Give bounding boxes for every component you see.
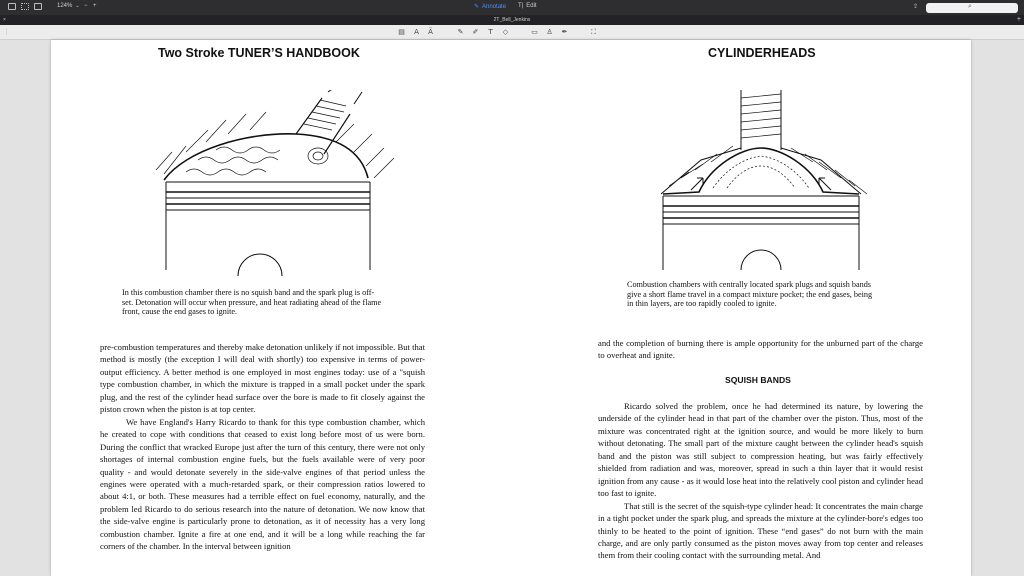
text-style-icon[interactable]: A — [414, 28, 419, 36]
shapes-icon[interactable]: ◇ — [502, 28, 509, 36]
left-paragraph: pre-combustion temperatures and thereby make detonation unlikely if not impossible. But that method is mostly (the exception I will deal with shortly) too expensive in terms of power-output efficiency. A better method is one employed in most engines today: use of a "squish type combustion chamber, in which the mixture is trapped in a small pocket under the spark plug, and the rest of the cylinder head surface over the bore is made to fit closely against the piston crown when the piston is at top center. — [100, 342, 425, 415]
edit-button[interactable] — [518, 3, 537, 9]
right-body-text-top — [598, 337, 923, 362]
right-body-text — [598, 400, 923, 562]
left-paragraph: We have England's Harry Ricardo to thank for this type combustion chamber, which he created to cope with conditions that ceased to exist long before most of us were born. During the conflict that wracked Europe just after the turn of this century, there were not only shortages of internal combustion engine fuels, but the fuels available were of very poor quality - and would detonate severely in the side-valve engines of that period unless the engines were operated with a much-retarded spark, or their compression ratios lowered to about 4:1, or both. These measures had a terrible effect on fuel economy, naturally, and the problem led Ricardo to do serious research into the nature of detonation. We now know that the side-valve engine is particularly prone to detonation, as it of necessity has a very long combustion chamber. Ignite a fire at one end, and it will be a long while reaching the far corners of the chamber. In the interval between ignition — [100, 416, 425, 552]
contact-sheet-icon[interactable] — [34, 3, 42, 10]
drag-handle-icon[interactable]: ⋮ — [3, 28, 10, 36]
left-figure-caption — [122, 288, 412, 317]
note-icon[interactable]: ▭ — [531, 28, 538, 36]
sign-icon[interactable]: ♙ — [546, 28, 553, 36]
sketch-icon[interactable]: ✎ — [457, 28, 464, 36]
left-caption-line: In this combustion chamber there is no squish band and the spark plug is off- — [122, 288, 375, 297]
document-viewer[interactable] — [0, 40, 1024, 576]
annotate-button[interactable] — [474, 3, 506, 10]
close-icon[interactable]: × — [3, 17, 6, 23]
left-body-text — [100, 341, 425, 553]
right-page-header: CYLINDERHEADS — [708, 46, 816, 60]
pdf-page-spread — [51, 40, 971, 576]
text-edit-icon: T| — [518, 3, 524, 9]
zoom-level: 124% — [57, 3, 73, 9]
zoom-in-button[interactable]: + — [93, 3, 97, 9]
text-selection-icon[interactable]: ▤ — [398, 28, 405, 36]
right-caption-line: give a short flame travel in a compact mixture pocket; the end gases, being — [627, 289, 873, 299]
highlight-text-icon[interactable]: Ä — [428, 28, 433, 36]
pen-icon: ✎ — [474, 4, 480, 10]
left-caption-line: front, cause the end gases to ignite. — [122, 307, 238, 317]
search-icon: ⌕ — [968, 3, 972, 10]
left-page-header: Two Stroke TUNER’S HANDBOOK — [158, 46, 360, 60]
sidebar-toggle-icon[interactable] — [8, 3, 16, 10]
text-box-icon[interactable]: T — [488, 28, 493, 36]
draw-icon[interactable]: ✐ — [472, 28, 479, 36]
central-plug-squish-figure — [641, 90, 901, 280]
thumbnail-view-icon[interactable] — [21, 3, 29, 10]
new-tab-icon[interactable]: + — [1016, 16, 1021, 23]
left-caption-line: set. Detonation will occur when pressure, and heat radiating ahead of the flame — [122, 297, 382, 307]
edit-label: Edit — [526, 3, 537, 9]
zoom-out-button[interactable]: − — [84, 3, 88, 9]
right-caption-line: Combustion chambers with centrally located spark plugs and squish bands — [627, 280, 871, 289]
document-tab-bar — [0, 15, 1024, 25]
share-icon[interactable]: ⇪ — [913, 4, 919, 10]
offset-plug-chamber-figure — [146, 90, 416, 280]
annotate-label: Annotate — [482, 3, 507, 10]
right-figure-caption — [627, 280, 917, 309]
highlighter-icon[interactable]: ✒ — [561, 28, 568, 36]
right-paragraph: That still is the secret of the squish-type cylinder head: It concentrates the main charge in a tight pocket under the spark plug, and spreads the mixture at the cylinder-bore's edges too thinly to be heated to the point of ignition. These “end gases” do not burn with the main charge, and are only partly consumed as the piston moves away from top center and releases them from their cooling contact with the surrounding metal. And — [598, 500, 923, 561]
top-toolbar — [0, 0, 1024, 15]
right-caption-line: in thin layers, are too rapidly cooled to ignite. — [627, 299, 777, 309]
section-heading: SQUISH BANDS — [725, 375, 791, 385]
chevron-down-icon: ⌄ — [75, 3, 80, 9]
right-paragraph: and the completion of burning there is ample opportunity for the unburned part of the charge to overheat and ignite. — [598, 338, 923, 361]
right-paragraph: Ricardo solved the problem, once he had determined its nature, by lowering the underside of the cylinder head in that part of the chamber over the piston. Thus, most of the mixture was concentrated right at the ignition source, and would be more likely to burn without detonating. The small part of the mixture caught between the cylinder head's squish band and the piston was still subject to compression heating, but was fairly effectively shielded from radiation and was, moreover, spread in such a thin layer that it would resist ignition from any cause - as it would lose heat into the relatively cool piston and cylinder head too fast to ignite. — [598, 401, 923, 499]
zoom-select[interactable] — [57, 3, 80, 9]
fit-page-icon[interactable]: ⛶ — [591, 28, 596, 36]
document-title: 2T_Bell_Jenkins — [493, 17, 531, 23]
annotation-toolbar — [0, 25, 1024, 40]
search-input[interactable] — [926, 3, 1018, 13]
